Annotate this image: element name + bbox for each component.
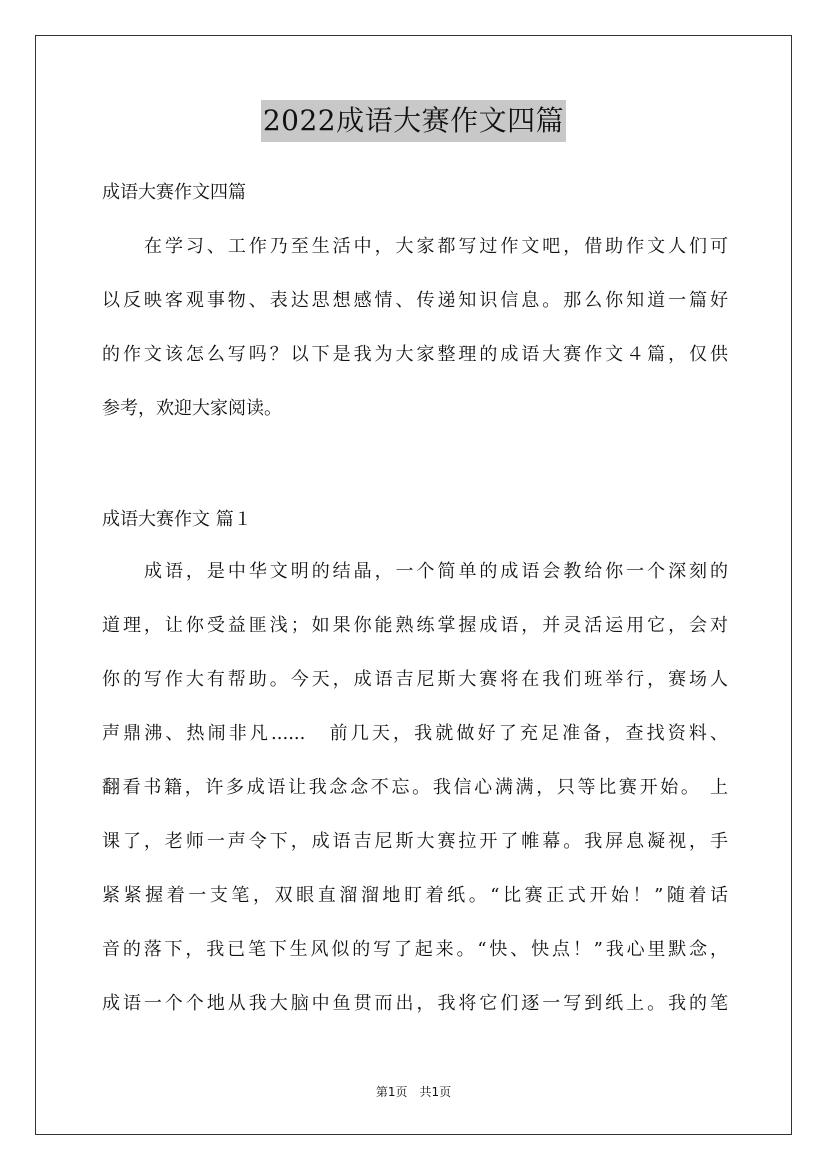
body-line: 道理，让你受益匪浅；如果你能熟练掌握成语，并灵活运用它，会对 <box>102 615 728 636</box>
body-line: 翻看书籍，许多成语让我念念不忘。我信心满满，只等比赛开始。 上 <box>102 777 728 798</box>
document-subtitle: 成语大赛作文四篇 <box>102 182 246 203</box>
page-number: 第1页 共1页 <box>375 1085 452 1099</box>
body-line: 音的落下，我已笔下生风似的写了起来。“快、快点！”我心里默念， <box>102 939 728 960</box>
title-container <box>0 100 827 142</box>
intro-line: 参考，欢迎大家阅读。 <box>102 398 282 419</box>
intro-line: 在学习、工作乃至生活中，大家都写过作文吧，借助作文人们可 <box>144 236 728 257</box>
section-paragraph <box>102 545 728 1031</box>
body-line: 你的写作大有帮助。今天，成语吉尼斯大赛将在我们班举行，赛场人 <box>102 669 728 690</box>
body-line: 成语，是中华文明的结晶，一个简单的成语会教给你一个深刻的 <box>144 561 728 582</box>
body-line: 课了，老师一声令下，成语吉尼斯大赛拉开了帷幕。我屏息凝视，手 <box>102 831 728 852</box>
document-title: 2022成语大赛作文四篇 <box>261 100 566 142</box>
body-line: 紧紧握着一支笔，双眼直溜溜地盯着纸。“比赛正式开始！”随着话 <box>102 885 728 906</box>
body-line: 声鼎沸、热闹非凡...... 前几天，我就做好了充足准备，查找资料、 <box>102 723 728 744</box>
intro-paragraph <box>102 220 728 436</box>
body-line: 成语一个个地从我大脑中鱼贯而出，我将它们逐一写到纸上。我的笔 <box>102 993 728 1014</box>
section-heading: 成语大赛作文 篇１ <box>102 509 252 530</box>
intro-line: 以反映客观事物、表达思想感情、传递知识信息。那么你知道一篇好 <box>102 290 728 311</box>
intro-line: 的作文该怎么写吗？以下是我为大家整理的成语大赛作文４篇，仅供 <box>102 344 728 365</box>
page-footer <box>0 1082 827 1102</box>
